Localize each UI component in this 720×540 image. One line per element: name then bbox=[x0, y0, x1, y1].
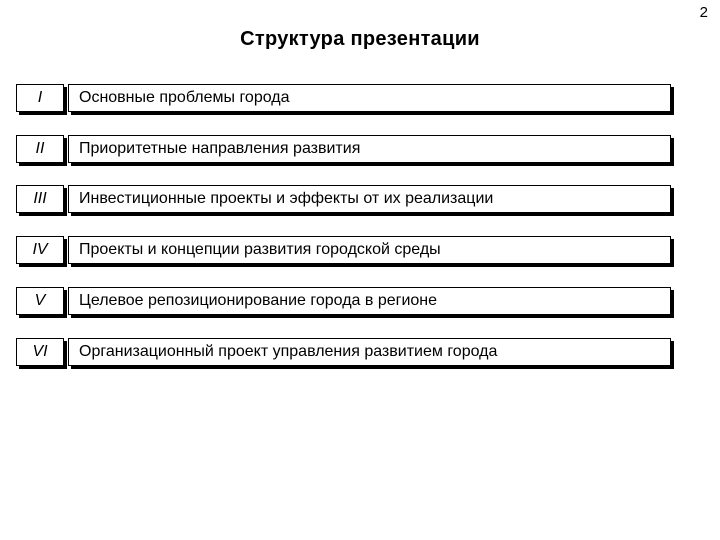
section-label: Основные проблемы города bbox=[68, 84, 671, 112]
section-numeral: III bbox=[16, 185, 64, 213]
section-label: Проекты и концепции развития городской среды bbox=[68, 236, 671, 264]
section-numeral: V bbox=[16, 287, 64, 315]
section-numeral: I bbox=[16, 84, 64, 112]
section-row-1 bbox=[16, 84, 676, 114]
section-label: Инвестиционные проекты и эффекты от их реализации bbox=[68, 185, 671, 213]
section-row-2 bbox=[16, 135, 676, 165]
page-number: 2 bbox=[699, 4, 708, 21]
section-label: Приоритетные направления развития bbox=[68, 135, 671, 163]
section-row-5 bbox=[16, 287, 676, 317]
section-row-6 bbox=[16, 338, 676, 368]
section-numeral: VI bbox=[16, 338, 64, 366]
section-label: Организационный проект управления развитием города bbox=[68, 338, 671, 366]
section-label: Целевое репозиционирование города в регионе bbox=[68, 287, 671, 315]
section-row-3 bbox=[16, 185, 676, 215]
section-row-4 bbox=[16, 236, 676, 266]
page-title: Структура презентации bbox=[240, 28, 480, 50]
section-numeral: IV bbox=[16, 236, 64, 264]
section-numeral: II bbox=[16, 135, 64, 163]
